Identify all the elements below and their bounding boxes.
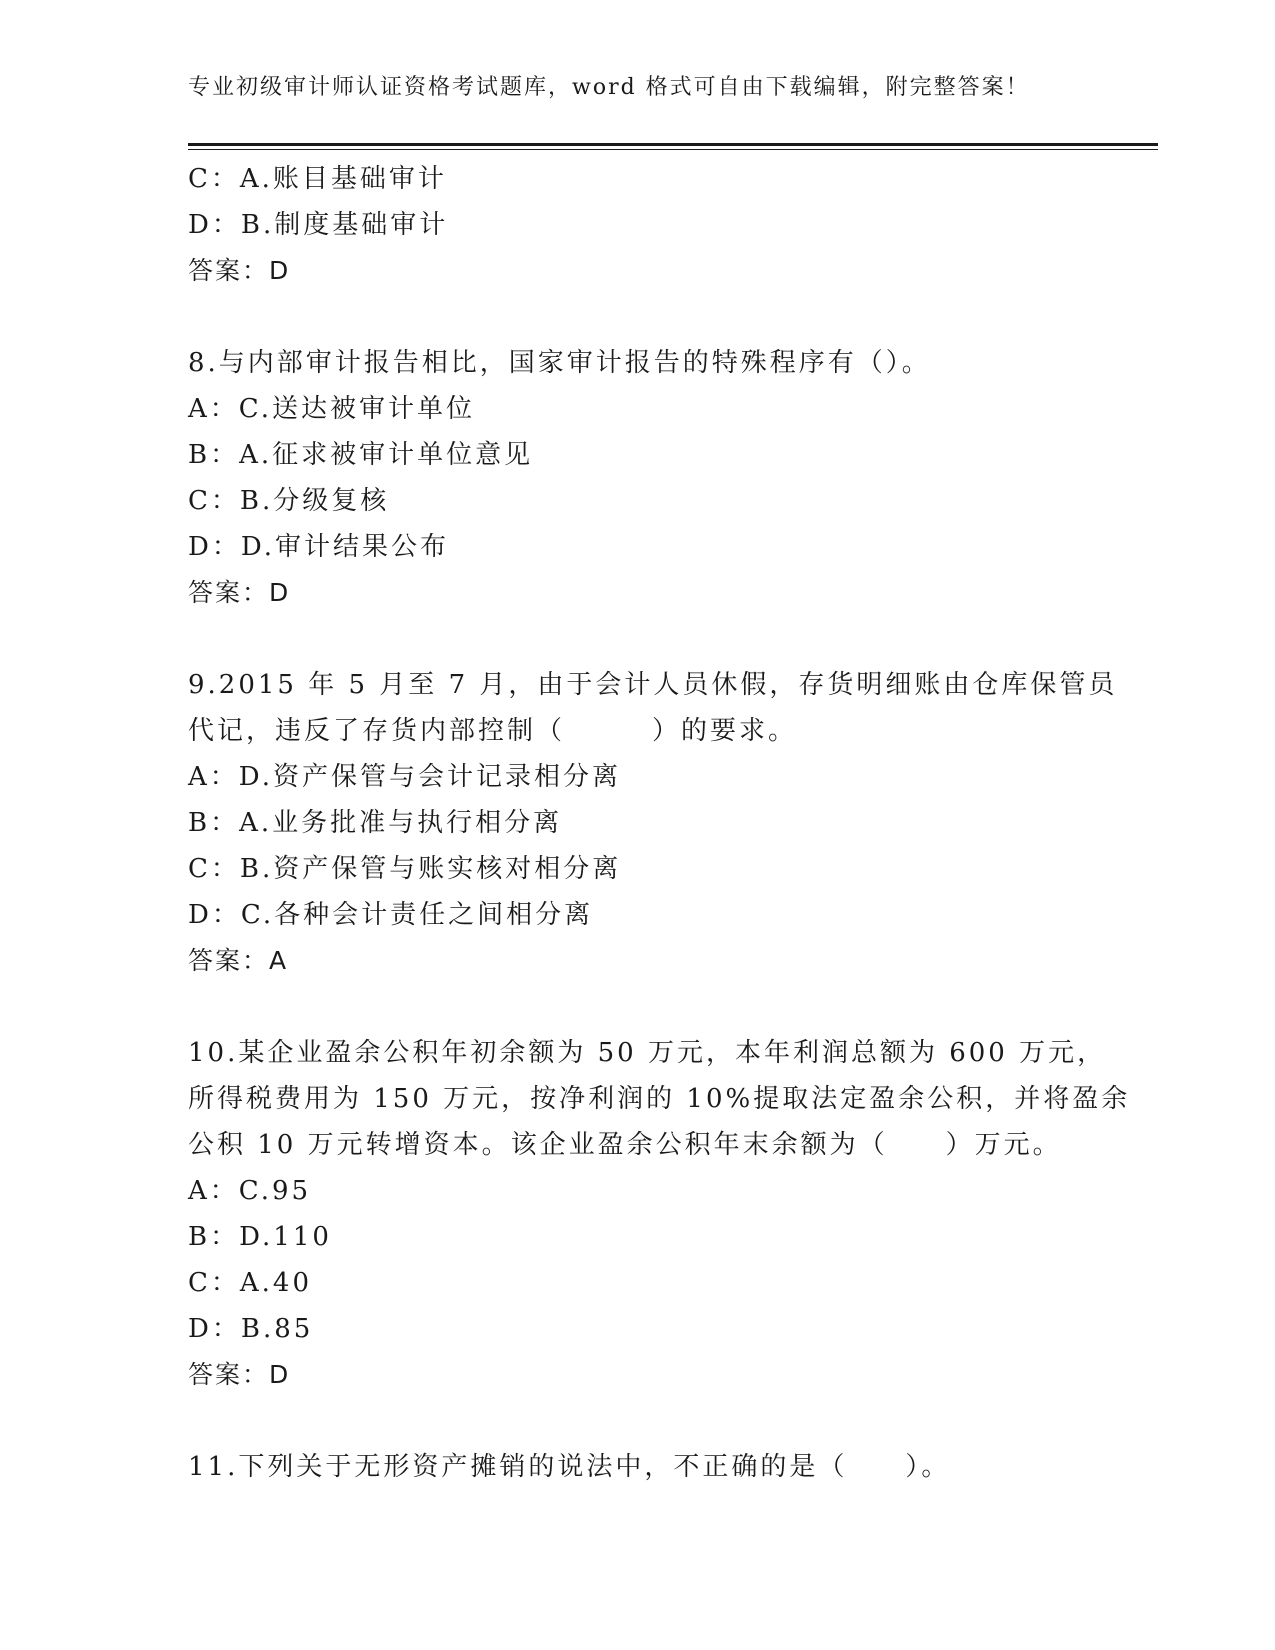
question-9-stem-line-1: 9.2015 年 5 月至 7 月，由于会计人员休假，存货明细账由仓库保管员 [188, 670, 1118, 700]
answer: 答案：D [188, 256, 291, 285]
question-10-stem-line-2: 所得税费用为 150 万元，按净利润的 10%提取法定盈余公积，并将盈余 [188, 1084, 1131, 1114]
page-header: 专业初级审计师认证资格考试题库，word 格式可自由下载编辑，附完整答案！ [188, 75, 1030, 100]
question-9-option-d: D：C.各种会计责任之间相分离 [188, 900, 594, 930]
question-9-answer: 答案：A [188, 946, 289, 975]
question-9-option-b: B：A.业务批准与执行相分离 [188, 808, 563, 838]
question-11-stem: 11.下列关于无形资产摊销的说法中，不正确的是（ ）。 [188, 1452, 951, 1482]
question-9-option-c: C：B.资产保管与账实核对相分离 [188, 854, 622, 884]
question-9-option-a: A：D.资产保管与会计记录相分离 [188, 762, 621, 792]
question-10-stem-line-1: 10.某企业盈余公积年初余额为 50 万元，本年利润总额为 600 万元， [188, 1038, 1107, 1068]
question-10-answer: 答案：D [188, 1360, 291, 1389]
option-c: C：A.账目基础审计 [188, 164, 447, 194]
question-8-option-c: C：B.分级复核 [188, 486, 390, 516]
question-10-option-a: A：C.95 [188, 1176, 312, 1206]
question-8-option-b: B：A.征求被审计单位意见 [188, 440, 534, 470]
header-divider [188, 143, 1158, 150]
question-8-stem: 8.与内部审计报告相比，国家审计报告的特殊程序有（）。 [188, 348, 931, 378]
question-10-stem-line-3: 公积 10 万元转增资本。该企业盈余公积年末余额为（ ）万元。 [188, 1130, 1062, 1160]
option-d: D：B.制度基础审计 [188, 210, 449, 240]
question-9-stem-line-2: 代记，违反了存货内部控制（ ）的要求。 [188, 716, 798, 746]
question-10-option-d: D：B.85 [188, 1314, 314, 1344]
question-10-option-c: C：A.40 [188, 1268, 313, 1298]
question-8-option-a: A：C.送达被审计单位 [188, 394, 476, 424]
question-10-option-b: B：D.110 [188, 1222, 332, 1252]
question-content [188, 156, 1131, 1490]
question-8-option-d: D：D.审计结果公布 [188, 532, 450, 562]
question-8-answer: 答案：D [188, 578, 291, 607]
